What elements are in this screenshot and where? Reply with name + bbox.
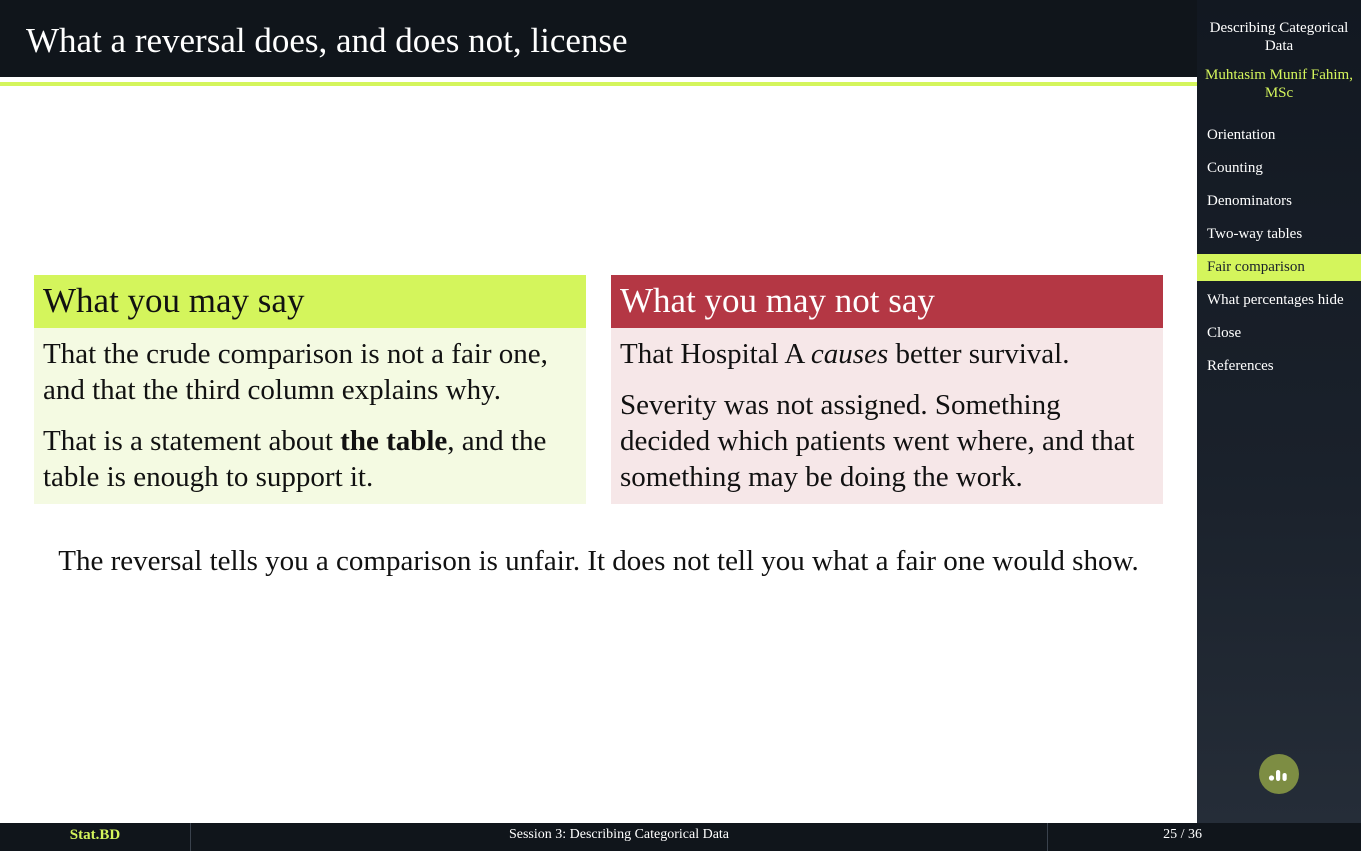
nav-item-references[interactable]: References: [1207, 358, 1274, 374]
may-not-say-text: That Hospital A: [620, 338, 811, 370]
footer-session: Session 3: Describing Categorical Data: [191, 823, 1048, 851]
may-say-text: That is a statement about: [43, 425, 341, 457]
may-not-say-emphasis: causes: [810, 338, 889, 370]
nav-item-orientation[interactable]: Orientation: [1207, 127, 1276, 143]
sidebar-title[interactable]: Describing Categorical Data: [1209, 20, 1349, 54]
nav-item-denominators[interactable]: Denominators: [1207, 193, 1292, 209]
footer-brand: Stat.BD: [0, 823, 191, 851]
may-not-say-block: [611, 275, 1163, 504]
may-not-say-body: [611, 328, 1163, 495]
may-not-say-paragraph-2: Severity was not assigned. Something decided which patients went where, and that something may be doing the work.: [620, 389, 1135, 493]
may-say-paragraph-2: [43, 423, 577, 495]
footer: [0, 823, 1361, 851]
may-say-block: [34, 275, 586, 504]
nav-item-counting[interactable]: Counting: [1207, 160, 1263, 176]
sidebar-author: Muhtasim Munif Fahim, MSc: [1205, 67, 1353, 101]
title-bar: [0, 0, 1197, 77]
takeaway-text: The reversal tells you a comparison is unfair. It does not tell you what a fair one would show.: [58, 545, 1139, 577]
bar-chart-glyph: [1259, 754, 1299, 794]
may-say-emphasis: the table: [340, 425, 448, 457]
nav-item-two-way-tables[interactable]: Two-way tables: [1207, 226, 1303, 242]
title-rule: [0, 82, 1197, 86]
may-say-heading: What you may say: [34, 275, 586, 328]
footer-page-number: 25 / 36: [1163, 827, 1202, 842]
nav-item-close[interactable]: Close: [1207, 325, 1242, 341]
nav-item-what-percentages-hide[interactable]: What percentages hide: [1207, 292, 1344, 308]
may-not-say-heading: What you may not say: [611, 275, 1163, 328]
may-not-say-text-end: better survival.: [888, 338, 1070, 370]
may-say-body: [34, 328, 586, 495]
may-say-text-end: , and the table is enough to support it.: [43, 425, 547, 493]
may-say-paragraph-1: That the crude comparison is not a fair one, and that the third column explains why.: [43, 338, 548, 406]
bar-chart-icon[interactable]: [1259, 754, 1299, 794]
nav-item-fair-comparison[interactable]: Fair comparison: [1197, 254, 1361, 281]
may-not-say-paragraph-1: [620, 336, 1154, 372]
sidebar: [1197, 0, 1361, 851]
slide-title: What a reversal does, and does not, license: [26, 21, 628, 60]
sidebar-nav: [1197, 122, 1361, 386]
